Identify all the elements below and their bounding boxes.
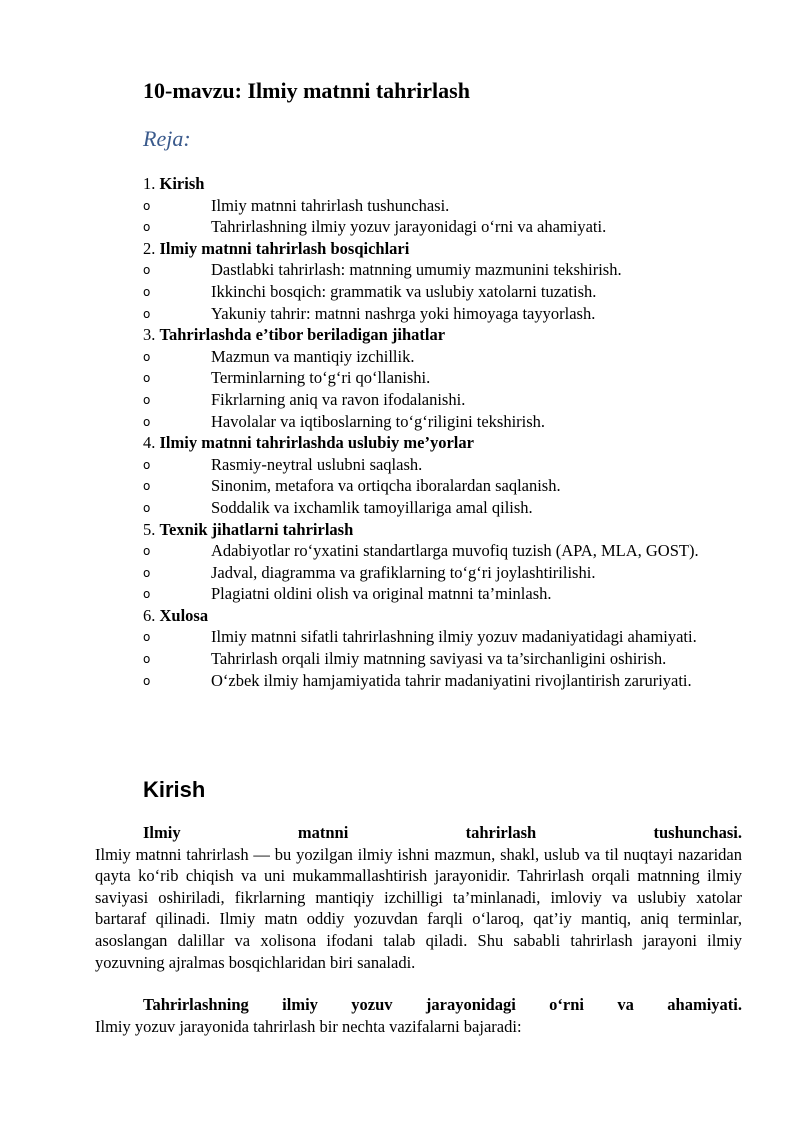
- bullet-icon: o: [143, 479, 151, 494]
- section-heading: [95, 238, 742, 260]
- section-number: 6.: [143, 605, 156, 625]
- outline-item-text: Tahrirlashning ilmiy yozuv jarayonidagi o‘rni va ahamiyati.: [211, 217, 607, 237]
- bullet-icon: o: [143, 349, 151, 364]
- section-heading: [95, 173, 742, 195]
- outline-item: [95, 281, 742, 303]
- outline-item-text: O‘zbek ilmiy hamjamiyatida tahrir madaniyatini rivojlantirish zaruriyati.: [211, 670, 692, 690]
- outline-item-text: Tahrirlash orqali ilmiy matnning saviyasi va ta’sirchanligini oshirish.: [211, 649, 667, 669]
- bullet-icon: o: [143, 220, 151, 235]
- outline-item-text: Plagiatni oldini olish va original matnni ta’minlash.: [211, 584, 552, 604]
- intro-heading: Kirish: [143, 777, 206, 802]
- outline-item-text: Ilmiy matnni sifatli tahrirlashning ilmiy yozuv madaniyatidagi ahamiyati.: [211, 627, 697, 647]
- bullet-icon: o: [143, 457, 151, 472]
- paragraph-lead: Tahrirlashning ilmiy yozuv jarayonidagi o‘rni va ahamiyati.: [143, 995, 742, 1014]
- bullet-icon: o: [143, 544, 151, 559]
- section-number: 1.: [143, 174, 156, 193]
- bullet-icon: o: [143, 263, 151, 278]
- section-title: Tahrirlashda e’tibor beriladigan jihatlar: [159, 325, 446, 345]
- outline-item: [95, 389, 742, 411]
- outline-item-text: Rasmiy-neytral uslubni saqlash.: [211, 454, 423, 474]
- bullet-icon: o: [143, 284, 151, 299]
- outline-item-text: Yakuniy tahrir: matnni nashrga yoki himoyaga tayyorlash.: [211, 303, 596, 323]
- outline-item: [95, 346, 742, 368]
- section-heading: [95, 432, 742, 454]
- section-heading: [95, 519, 742, 541]
- outline-item: [95, 303, 742, 325]
- bullet-icon: o: [143, 587, 151, 602]
- section-number: 3.: [143, 325, 156, 345]
- outline-item: [95, 454, 742, 476]
- section-number: 5.: [143, 519, 156, 539]
- outline-item: [95, 367, 742, 389]
- outline-item: [95, 411, 742, 433]
- section-number: 2.: [143, 238, 156, 258]
- outline-item-text: Mazmun va mantiqiy izchillik.: [211, 346, 415, 366]
- section-number: 4.: [143, 433, 156, 453]
- bullet-icon: o: [143, 392, 151, 407]
- bullet-icon: o: [143, 198, 151, 213]
- outline-item: [95, 195, 742, 217]
- bullet-icon: o: [143, 414, 151, 429]
- document-title: 10-mavzu: Ilmiy matnni tahrirlash: [143, 78, 470, 103]
- outline-item-text: Terminlarning to‘g‘ri qo‘llanishi.: [211, 368, 431, 388]
- outline-item-text: Sinonim, metafora va ortiqcha iboralardan saqlanish.: [211, 476, 561, 496]
- bullet-icon: o: [143, 652, 151, 667]
- outline-item-text: Ikkinchi bosqich: grammatik va uslubiy xatolarni tuzatish.: [211, 281, 597, 301]
- outline-item-text: Jadval, diagramma va grafiklarning to‘g‘ri joylashtirilishi.: [211, 562, 596, 582]
- section-title: Xulosa: [159, 605, 209, 625]
- paragraph-body: Ilmiy matnni tahrirlash — bu yozilgan ilmiy ishni mazmun, shakl, uslub va til nuqtayi nazaridan qayta ko‘rib chiqish va uni mukammallashtirish jarayonidir. Tahrirlash orqali matnning ilmiy saviyasi oshiriladi, fikrlarning mantiqiy izchilligi ta’minlanadi, imloviy va uslubiy xatolar bartaraf qilinadi. Ilmiy matn oddiy yozuvdan farqli o‘laroq, qat’iy mantiq, aniq terminlar, asoslangan dalillar va xolisona ifodani talab qiladi. Shu sababli tahrirlash jarayoni ilmiy yozuvning ajralmas bosqichlaridan biri sanaladi.: [95, 844, 742, 972]
- paragraph-concept: [95, 822, 742, 973]
- outline-item: [95, 626, 742, 648]
- outline-item: [95, 670, 742, 692]
- section-heading: [95, 605, 742, 627]
- section-title: Ilmiy matnni tahrirlashda uslubiy me’yorlar: [159, 433, 474, 453]
- paragraph-role: [95, 994, 742, 1037]
- outline-item: [95, 216, 742, 238]
- bullet-icon: o: [143, 500, 151, 515]
- paragraph-body: Ilmiy yozuv jarayonida tahrirlash bir nechta vazifalarni bajaradi:: [95, 1016, 522, 1036]
- outline-item: [95, 648, 742, 670]
- outline-item-text: Fikrlarning aniq va ravon ifodalanishi.: [211, 389, 466, 409]
- section-title: Texnik jihatlarni tahrirlash: [159, 519, 354, 539]
- outline-item: [95, 259, 742, 281]
- outline-item-text: Havolalar va iqtiboslarning to‘g‘riligini tekshirish.: [211, 411, 546, 431]
- outline-item: [95, 497, 742, 519]
- outline-item: [95, 562, 742, 584]
- outline-item-text: Ilmiy matnni tahrirlash tushunchasi.: [211, 195, 450, 215]
- section-title: Kirish: [159, 174, 205, 193]
- outline-item: [95, 475, 742, 497]
- bullet-icon: o: [143, 630, 151, 645]
- bullet-icon: o: [143, 306, 151, 321]
- section-heading: [95, 324, 742, 346]
- section-title: Ilmiy matnni tahrirlash bosqichlari: [159, 238, 410, 258]
- bullet-icon: o: [143, 371, 151, 386]
- paragraph-lead: Ilmiy matnni tahrirlash tushunchasi.: [143, 823, 742, 842]
- outline-item-text: Soddalik va ixchamlik tamoyillariga amal qilish.: [211, 497, 533, 517]
- bullet-icon: o: [143, 673, 151, 688]
- plan-label: Reja:: [143, 126, 191, 151]
- outline-item: [95, 540, 742, 562]
- outline-item-text: Dastlabki tahrirlash: matnning umumiy mazmunini tekshirish.: [211, 260, 622, 280]
- outline-item: [95, 583, 742, 605]
- plan-outline: [95, 173, 742, 691]
- bullet-icon: o: [143, 565, 151, 580]
- outline-item-text: Adabiyotlar ro‘yxatini standartlarga muvofiq tuzish (APA, MLA, GOST).: [211, 541, 699, 561]
